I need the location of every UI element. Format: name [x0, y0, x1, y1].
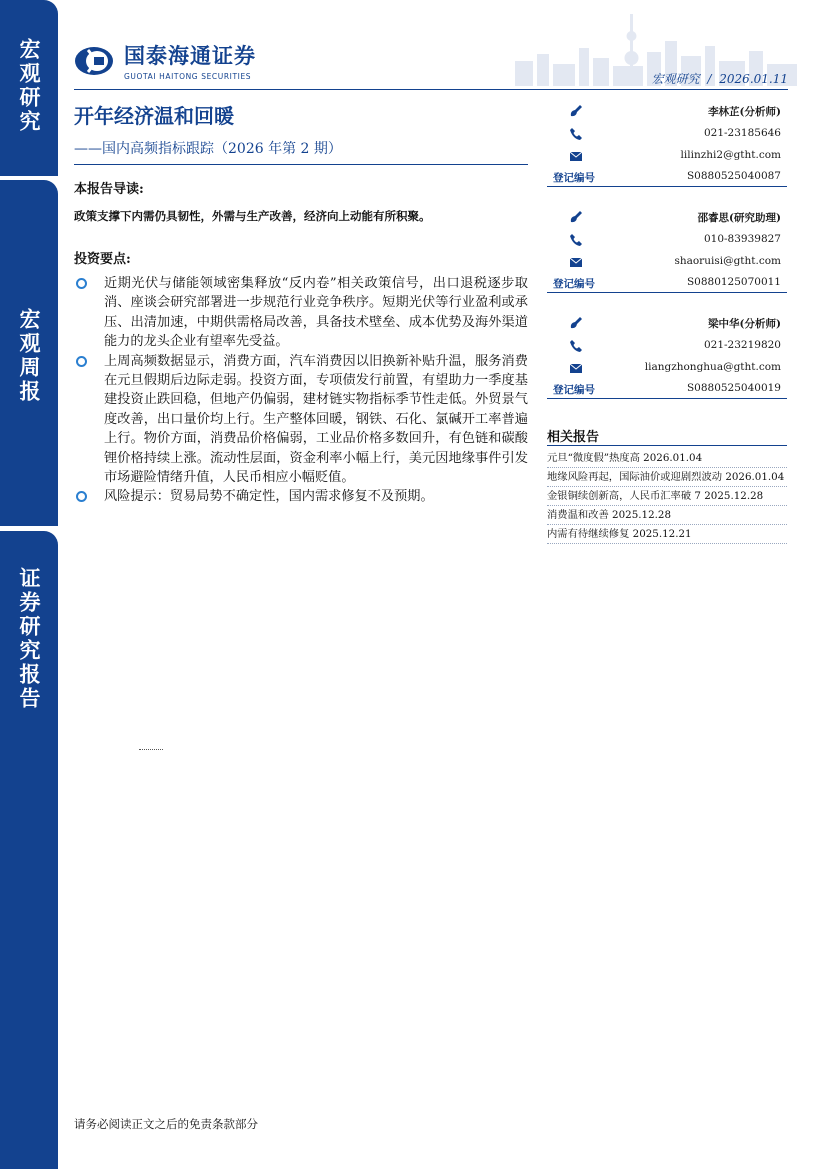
analyst-name: 李林芷(分析师): [708, 106, 781, 118]
sidebar-tab-macro-weekly: [0, 180, 58, 526]
report-subtitle: ——国内高频指标跟踪（2026 年第 2 期）: [74, 141, 342, 157]
analyst-email[interactable]: liangzhonghua@gtht.com: [644, 361, 781, 373]
phone-icon: [569, 339, 583, 353]
pen-icon: [569, 210, 583, 224]
related-report-link[interactable]: 金银铜续创新高，人民币汇率破 7 2025.12.28: [547, 487, 787, 506]
sidebar-tab-securities-report: [0, 531, 58, 1169]
analyst-email[interactable]: lilinzhi2@gtht.com: [680, 149, 781, 161]
reg-label: 登记编号: [553, 278, 595, 290]
sidebar-tab-label: 宏观研究: [17, 38, 42, 134]
analyst-phone: 021-23185646: [703, 127, 781, 139]
investment-point: [74, 487, 528, 506]
analyst-divider: [547, 398, 787, 399]
analyst-card: [547, 104, 787, 190]
analyst-card: [547, 316, 787, 402]
point-text: 近期光伏与储能领域密集释放“反内卷”相关政策信号，出口退税逐步取消、座谈会研究部署进一步规范行业竞争秩序。短期光伏等行业盈利或承压、出清加速，中期供需格局改善，具备技术壁垒、成本优势及海外渠道能力的龙头企业有望率先受益。: [104, 276, 528, 350]
point-text: 风险提示：贸易局势不确定性，国内需求修复不及预期。: [104, 489, 434, 505]
mail-icon: [569, 255, 583, 269]
brand-logo: [74, 40, 256, 81]
phone-icon: [569, 127, 583, 141]
related-reports-heading: 相关报告: [547, 430, 600, 445]
brand-name-cn: 国泰海通证券: [124, 44, 256, 68]
analyst-name: 梁中华(分析师): [708, 318, 781, 330]
small-mark: [139, 749, 163, 750]
header-divider: [74, 89, 788, 90]
bullet-icon: [76, 491, 87, 502]
analyst-divider: [547, 186, 787, 187]
sidebar-tab-macro-research: [0, 0, 58, 176]
guide-heading: 本报告导读:: [74, 182, 144, 197]
disclaimer-footer: 请务必阅读正文之后的免责条款部分: [74, 1117, 258, 1131]
bullet-icon: [76, 356, 87, 367]
analyst-reg-number: S0880525040019: [686, 382, 781, 394]
analyst-name: 邵睿思(研究助理): [697, 212, 781, 224]
related-report-link[interactable]: 地缘风险再起，国际油价或迎剧烈波动 2026.01.04: [547, 468, 787, 487]
pen-icon: [569, 316, 583, 330]
investment-point: [74, 352, 528, 488]
related-reports-list: [547, 449, 787, 544]
sidebar-tab-label: 证券研究报告: [17, 567, 42, 711]
brand-logo-icon: [74, 46, 118, 76]
pen-icon: [569, 104, 583, 118]
guide-text: 政策支撑下内需仍具韧性，外需与生产改善，经济向上动能有所积聚。: [74, 209, 431, 223]
related-report-link[interactable]: 消费温和改善 2025.12.28: [547, 506, 787, 525]
report-meta: [652, 70, 788, 87]
report-title: 开年经济温和回暖: [74, 104, 234, 128]
report-category: 宏观研究: [651, 72, 700, 86]
mail-icon: [569, 361, 583, 375]
phone-icon: [569, 233, 583, 247]
analyst-phone: 010-83939827: [703, 233, 781, 245]
points-heading: 投资要点:: [74, 252, 131, 267]
related-report-link[interactable]: 内需有待继续修复 2025.12.21: [547, 525, 787, 544]
analyst-card: [547, 210, 787, 296]
reg-label: 登记编号: [553, 172, 595, 184]
analyst-reg-number: S0880525040087: [686, 170, 781, 182]
analyst-email[interactable]: shaoruisi@gtht.com: [674, 255, 781, 267]
analyst-reg-number: S0880125070011: [686, 276, 781, 288]
investment-points-list: [74, 274, 528, 507]
report-date: 2026.01.11: [719, 72, 788, 86]
brand-name-en: GUOTAI HAITONG SECURITIES: [124, 72, 252, 81]
analyst-phone: 021-23219820: [703, 339, 781, 351]
point-text: 上周高频数据显示，消费方面，汽车消费因以旧换新补贴升温，服务消费在元旦假期后边际走弱。投资方面，专项债发行前置，有望助力一季度基建投资止跌回稳，但地产仍偏弱，建材链实物指标季节性走低。外贸景气度改善，出口量价均上行。生产整体回暖，钢铁、石化、氯碱开工率普遍上行。物价方面，消费品价格偏弱，工业品价格多数回升，有色链和碳酸锂价格持续上涨。流动性层面，资金利率小幅上行，美元因地缘事件引发市场避险情绪升值，人民币相应小幅贬值。: [104, 353, 528, 486]
meta-separator: /: [707, 72, 712, 86]
reg-label: 登记编号: [553, 384, 595, 396]
title-divider: [74, 164, 528, 165]
investment-point: [74, 274, 528, 352]
related-report-link[interactable]: 元旦“微度假”热度高 2026.01.04: [547, 449, 787, 468]
bullet-icon: [76, 278, 87, 289]
related-reports-divider: [547, 445, 787, 446]
analyst-divider: [547, 292, 787, 293]
mail-icon: [569, 149, 583, 163]
sidebar-tab-label: 宏观周报: [17, 308, 42, 404]
